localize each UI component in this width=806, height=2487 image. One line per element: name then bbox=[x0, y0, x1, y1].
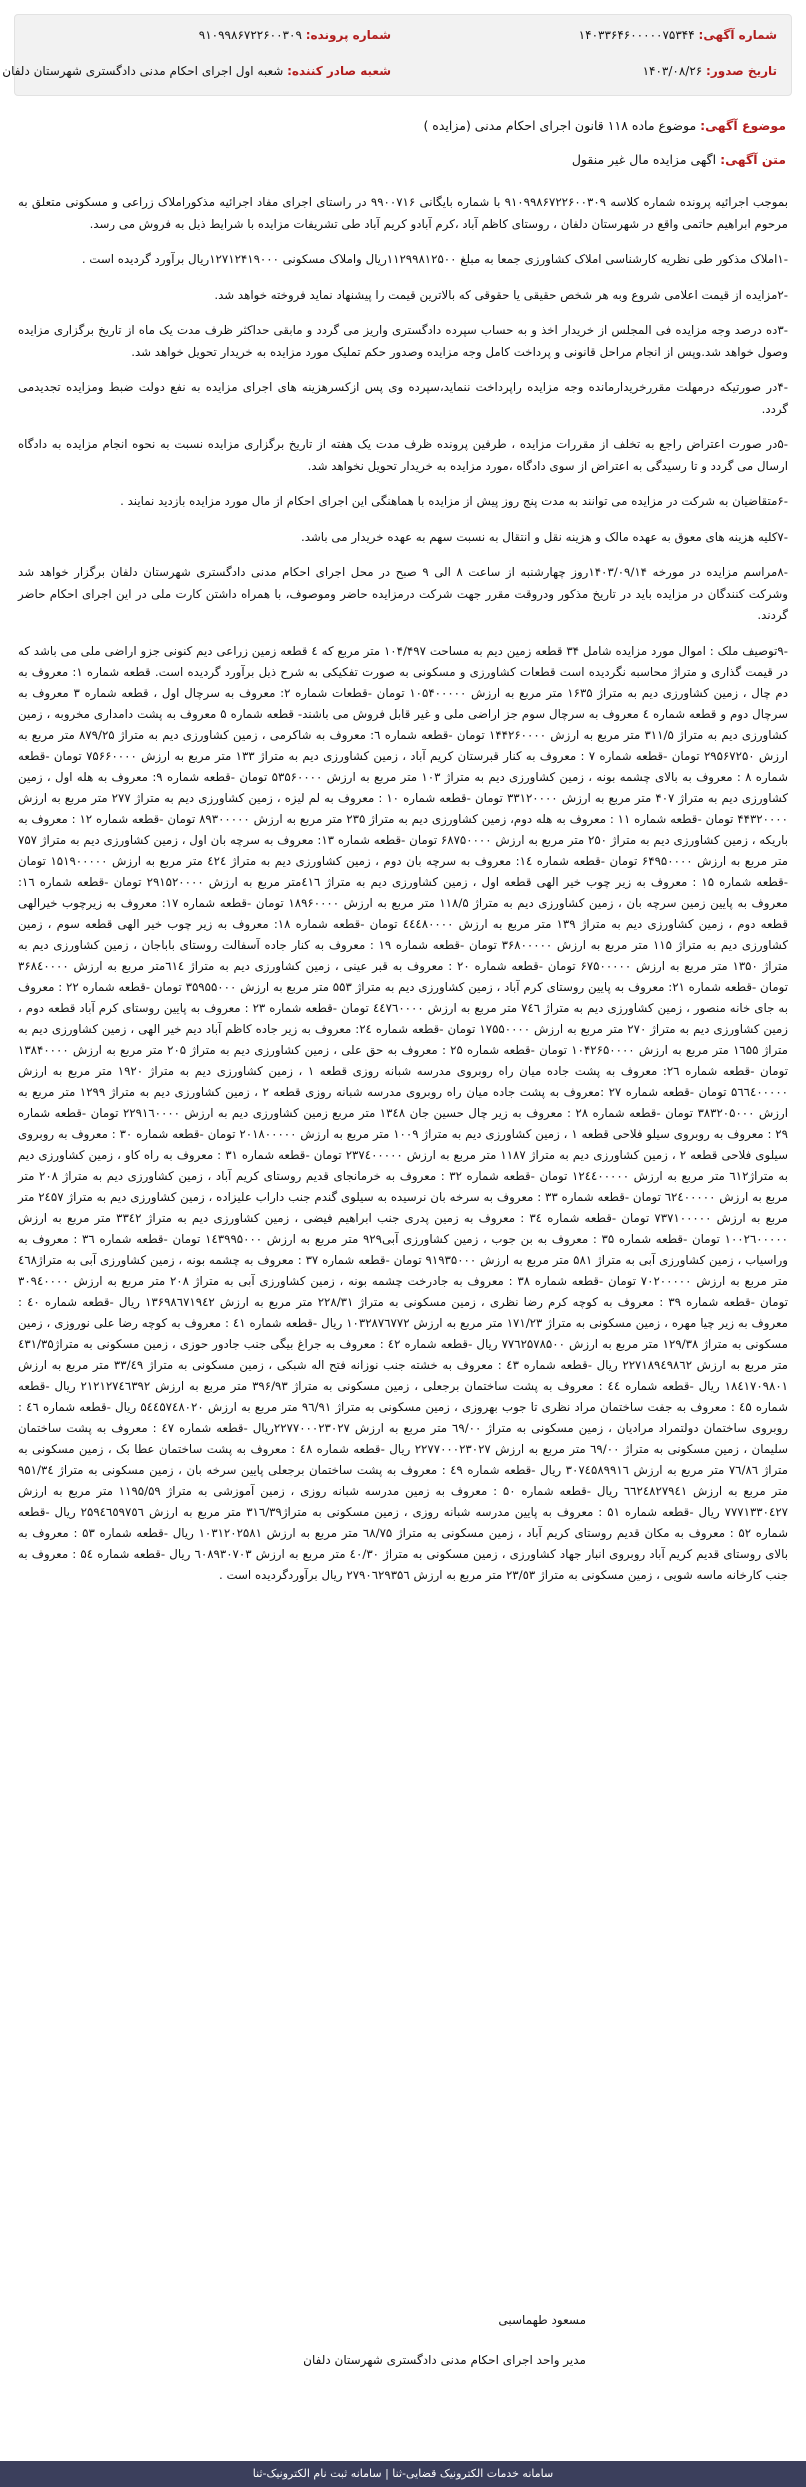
paragraph-clause-6: -۶متقاضیان به شرکت در مزایده می توانند به مدت پنج روز پیش از مزایده با هماهنگی این اجرای احکام از مال مورد مزایده بازدید نمایند . bbox=[120, 494, 788, 508]
issuing-branch-value: شعبه اول اجرای احکام مدنی دادگستری شهرستان دلفان bbox=[2, 64, 284, 78]
issue-date-value: ۱۴۰۳/۰۸/۲۶ bbox=[642, 64, 703, 78]
paragraph-clause-7: -۷کلیه هزینه های معوق به عهده مالک و هزینه نقل و انتقال به نسبت سهم به عهده خریدار می باشد. bbox=[300, 529, 788, 544]
signer-name: مسعود طهماسبی bbox=[498, 2313, 586, 2327]
signer-title: مدیر واحد اجرای احکام مدنی دادگستری شهرستان دلفان bbox=[303, 2353, 586, 2367]
subject-label: موضوع آگهی: bbox=[700, 118, 786, 133]
case-number-row bbox=[199, 27, 391, 43]
ad-text-value: اگهی مزایده مال غیر منقول bbox=[571, 152, 717, 167]
ad-number-label: شماره آگهی: bbox=[698, 28, 777, 42]
footer-text: سامانه خدمات الکترونیک قضایی-ثنا | سامانه ثبت نام الکترونیک-ثنا bbox=[252, 2467, 554, 2480]
paragraph-clause-5: -۵در صورت اعتراض راجع به تخلف از مقررات مزایده ، طرفین پرونده ظرف مدت یک هفته از تاریخ برگزاری مزایده نسبت به نحوه انجام مزایده به دادگاه ارسال می گردد و تا رسیدگی به اعتراض از سوی دادگاه ،مورد مزایده به خریدار تحویل نخواهد شد. bbox=[18, 437, 788, 473]
subject-value: موضوع ماده ۱۱۸ قانون اجرای احکام مدنی (مزایده ) bbox=[423, 118, 697, 133]
paragraph-intro: بموجب اجرائیه پرونده شماره کلاسه ۹۱۰۹۹۸۶۷۲۲۶۰۰۳۰۹ با شماره بایگانی ۹۹۰۰۷۱۶ در راستای اجرای مفاد اجرائیه مذکوراملاک زراعی و مسکونی متعلق به مرحوم ابراهیم حاتمی واقع در شهرستان دلفان ، روستای کاظم آباد ،کرم آبادو کریم آباد طی تشریفات مزایده با شرایط ذیل به فروش می رسد. bbox=[18, 195, 788, 231]
signature-block bbox=[303, 2300, 586, 2380]
issue-date-row bbox=[643, 63, 777, 79]
paragraph-clause-2: -۲مزایده از قیمت اعلامی شروع وبه هر شخص حقیقی یا حقوقی که بالاترین قیمت را پیشنهاد نماید فروخته خواهد شد. bbox=[214, 287, 788, 302]
paragraph-clause-9-property-list: -۹توصیف ملک : اموال مورد مزایده شامل ۳۴ قطعه زمین دیم به مساحت ۱۰۴/۴۹۷ متر مربع که ٤ قطعه زمین زراعی دیم کنونی جزو اراضی ملی می باشد که در قیمت گذاری و متراژ محاسبه نگردیده است قطعات کشاورزی و مسکونی به صورت تفکیکی به شرح ذیل برآورد گردیده است. قطعه شماره ۱: معروف به دم چال ، زمین کشاورزی دیم به متراژ ۱۶۳۵ متر مربع به ارزش ۱۰۵۴۰۰۰۰۰ تومان -قطعات شماره ۲: معروف به سرچال اول ، قطعه شماره ۳ معروف به سرچال دوم و قطعه شماره ٤ معروف به سرچال سوم جز اراضی ملی و غیر قابل فروش می باشند- قطعه شماره ۵ معروف به پشت دامداری مخروبه ، زمین کشاورزی دیم به متراژ ۳۱۱/۵ متر مربع به ارزش ۱۴۴۲۶۰۰۰۰ تومان -قطعه شماره ٦: معروف به شاکرمی ، زمین کشاورزی دیم به متراژ ۸۷۹/۲۵ متر مربع به ارزش ۲۹۵۶۷۲۵۰ تومان -قطعه شماره ۷ : معروف به کنار قبرستان کریم آباد ، زمین کشاورزی دیم به متراژ ۱۳۳ متر مربع به ارزش ۷۵۶۶۰۰۰۰ تومان -قطعه شماره ۸ : معروف به بالای چشمه بونه ، زمین کشاورزی دیم به متراژ ۱۰۳ متر مربع به ارزش ۵۳۵۶۰۰۰۰ تومان -قطعه شماره ۹: معروف به هله اول ، زمین کشاورزی دیم به متراژ ۴۰۷ متر مربع به ارزش ۳۳۱۲۰۰۰۰ تومان -قطعه شماره ۱۰ : معروف به لم لیزه ، زمین کشاورزی دیم به متراژ ۲۷۷ متر مربع به ارزش ۴۴۳۲۰۰۰۰ تومان -قطعه شماره ۱۱ : معروف به هله دوم، زمین کشاورزی دیم به متراژ ۲۳۵ متر مربع به ارزش ۸۹۳۰۰۰۰۰ تومان -قطعه شماره ۱۲ : معروف به باریکه ، زمین کشاورزی دیم به متراژ ۲۵۰ متر مربع به ارزش ۶۸۷۵۰۰۰۰ تومان -قطعه شماره ۱۳: معروف به سرچه بان اول ، زمین کشاورزی دیم به متراژ ۷۵۷ متر مربع به ارزش ۶۴۹۵۰۰۰۰ تومان -قطعه شماره ۱٤: معروف به سرچه بان دوم ، زمین کشاورزی دیم به متراژ ٤٢٤ متر مربع به ارزش ۱۵۱۹۰۰۰۰۰ تومان -قطعه شماره ۱۵ : معروف به زیر چوب خیر الهی قطعه اول ، زمین کشاورزی دیم به متراژ ٤١٦متر مربع به ارزش ۲۹۱۵۲۰۰۰۰ تومان -قطعه شماره ۱٦: معروف به پایین زمین سرچه بان ، زمین کشاورزی دیم به متراژ ۱۱۸/۵ متر مربع به ارزش ۱۸۹۶۰۰۰۰ تومان -قطعه شماره ۱۷: معروف به زیرچوب خیرالهی قطعه دوم ، زمین کشاورزی دیم به متراژ ۱۳۹ متر مربع به ارزش ٤٤٤٨٠٠٠٠ تومان -قطعه شماره ۱۸: معروف به زیر چوب خیر الهی قطعه سوم ، زمین کشاورزی دیم به متراژ ۱۱۵ متر مربع به ارزش ۳۶۸۰۰۰۰۰ تومان -قطعه شماره ۱۹ : معروف به کنار جاده آسفالت روستای باباجان ، زمین کشاورزی دیم به متراژ ۱۳۵۰ متر مربع به ارزش ۶۷۵۰۰۰۰۰ تومان -قطعه شماره ۲۰ : معروف به قبر عینی ، زمین کشاورزی دیم به متراژ ٦١٤متر مربع به ارزش ۳۶۸٤٠٠٠٠ تومان -قطعه شماره ۲۱: معروف به پایین روستای کرم آباد ، زمین کشاورزی دیم به متراژ ۵۵۳ متر مربع به ارزش ۳۵۹۵۵۰۰۰ تومان -قطعه شماره ۲۲ : معروف به جای خانه منصور ، زمین کشاورزی دیم به متراژ ۷٤٦ متر مربع به ارزش ٤٤٧٦٠٠٠٠ تومان -قطعه شماره ۲۳ : معروف به پایین روستای کرم آباد قطعه دوم ، زمین کشاورزی دیم به متراژ ۲۷۰ متر مربع به ارزش ۱۷۵۵۰۰۰۰ تومان -قطعه شماره ۲٤: معروف به زیر جاده کاظم آباد دیم خیر الهی ، زمین کشاورزی دیم به متراژ ۱٦۵۵ متر مربع به ارزش ۱۰۴۲۶۵۰۰۰۰ تومان -قطعه شماره ۲۵ : معروف به حق علی ، زمین کشاورزی دیم به متراژ ۲۰۵ متر مربع به ارزش ۱۳۸۴۰۰۰۰ تومان -قطعه شماره ۲٦: معروف به پشت جاده میان راه روبروی مدرسه شبانه روزی قطعه ۱ ، زمین کشاورزی دیم به متراژ ۱۹۲۰ متر مربع به ارزش ۵٦٦٤٠٠٠٠٠ تومان -قطعه شماره ۲۷ :معروف به پشت جاده میان راه روبروی مدرسه شبانه روزی قطعه ۲ ، زمین کشاورزی دیم به متراژ ۱۲۹۹ متر مربع به ارزش ۳۸۳۲۰۵۰۰۰ تومان -قطعه شماره ۲۸ : معروف به زیر چال حسین جان ۱۳٤۸ متر مربع زمین کشاورزی دیم به ارزش ۲۲۹۱٦٠٠٠٠ تومان -قطعه شماره ۲۹ : معروف به روبروی سیلو فلاحی قطعه ۱ ، زمین کشاورزی دیم به متراژ ۱۰۰۹ متر مربع به ارزش ۲۰۱۸۰۰۰۰۰ تومان -قطعه شماره ۳۰ : معروف به روبروی سیلوی فلاحی قطعه ۲ ، زمین کشاورزی دیم به متراژ ۱۱۸۷ متر مربع به ارزش ۲۳۷٤۰۰۰۰۰ تومان -قطعه شماره ۳۱ : معروف به راه کاو ، زمین کشاورزی دیم به متراژ٦۱۲ متر مربع به ارزش ۱۲٤٤۰۰۰۰۰ تومان -قطعه شماره ۳۲ : معروف به خرمانجای قدیم روستای کریم آباد ، زمین کشاورزی دیم به متراژ ۲۰۸ متر مربع به ارزش ٦٢٤٠٠٠٠٠ تومان -قطعه شماره ۳۳ : معروف به سرخه بان نرسیده به سیلوی گندم جنب داراب علیزاده ، زمین کشاورزی دیم به متراژ ۲٤۵۷ متر مربع به ارزش ۷۳۷۱۰۰۰۰۰ تومان -قطعه شماره ۳٤ : معروف به زمین پدری جنب ابراهیم فیضی ، زمین کشاورزی دیم به متراژ ۳۳٤۲ متر مربع به ارزش ۱۰۰۲٦۰۰۰۰۰ تومان -قطعه شماره ۳۵ : معروف به بن جوب ، زمین کشاورزی آبی۹۲۹ متر مربع به ارزش ۱٤۳۹۹۵۰۰۰ تومان -قطعه شماره ۳٦ : معروف به وراسیاب ، زمین کشاورزی آبی به متراژ ۵۸۱ متر مربع به ارزش ۹۱۹۳۵۰۰۰ تومان -قطعه شماره ۳۷ : معروف به چشمه بونه ، زمین کشاورزی آبی به متراژ٤٦٨ متر مربع به ارزش ۷۰۲۰۰۰۰۰ تومان -قطعه شماره ۳۸ : معروف به جادرخت چشمه بونه ، زمین کشاورزی آبی به متراژ ۲۰۸ متر مربع به ارزش ۳۰۹٤۰۰۰۰ تومان -قطعه شماره ۳۹ : معروف به کوچه کرم رضا نظری ، زمین مسکونی به متراژ ۲۲۸/۳۱ متر مربع به ارزش ۱۳۶۹۸٦۷۱۹٤۲ ریال -قطعه شماره ٤۰ : معروف به زیر چیا مهره ، زمین مسکونی به متراژ ۱۷۱/۲۳ متر مربع به ارزش ۱۰۳۲۸۷٦٧٧٢ ریال -قطعه شماره ٤۱ : معروف به کوچه رضا علی نوروزی ، زمین مسکونی به متراژ ۱۲۹/۳۸ متر مربع به ارزش ۷۷٦٢۵۷۸۵۰۰ ریال -قطعه شماره ٤۲ : معروف به جراغ بیگی جنب جادور حوزی ، زمین مسکونی به متراژ٤۳۱/۳۵ متر مربع به ارزش ۲۲۷۱۸۹٤۹۸٦۲ ریال -قطعه شماره ٤۳ : معروف به خشته جنب نوزانه فتح اله شبکی ، زمین مسکونی به متراژ ۳۳/٤۹ متر مربع به ارزش ۱۸٤۱۷۰۹۸۰۱ ریال -قطعه شماره ٤٤ : معروف به پشت ساختمان برجعلی ، زمین مسکونی به متراژ ۳۹۶/۹۳ متر مربع به ارزش ۲۱۲۱۲۷٤٦۳۹۲ ریال -قطعه شماره ٤۵ : معروف به جفت ساختمان مراد نظری تا جوب بهروزی ، زمین مسکونی به متراژ ۹٦/۹۱ متر مربع به ارزش ۵٤٤۵۷٤۸۰۲۰ ریال -قطعه شماره ٤٦ : روبروی ساختمان دولتمراد مرادیان ، زمین مسکونی به متراژ ٦۹/۰۰ متر مربع به ارزش ۲۲۷۷۰۰۰۲۳۰۲۷ریال -قطعه شماره ٤۷ : معروف به پشت ساختمان سلیمان ، زمین مسکونی به متراژ ٦۹/۰۰ متر مربع به ارزش ۲۲۷۷۰۰۰۲۳۰۲۷ ریال -قطعه شماره ٤۸ : معروف به پشت ساختمان عطا بک ، زمین مسکونی به متراژ ۷٦/۸٦ متر مربع به ارزش ۳۰۷٤۵۸۹۹۱٦ ریال -قطعه شماره ٤۹ : معروف به پشت ساختمان برجعلی پایین سرخه بان ، زمین مسکونی به متراژ ۹۵۱/۳٤ متر مربع به ارزش ٦٦٢٤٨٢٧۹٤۱ ریال -قطعه شماره ۵۰ : معروف به زمین مدرسه شبانه روزی ، زمین آموزشی به متراژ ۱۱۹۵/۵۹ متر مربع به ارزش ۷۷۷۱۳۳۰٤۲۷ ریال -قطعه شماره ۵۱ : معروف به پایین مدرسه شبانه روزی ، زمین مسکونی به متراژ۳۱٦/۳۹ متر مربع به ارزش ۲۵۹٤٦٥٩٧٥٦ ریال -قطعه شماره ۵۲ : معروف به مکان قدیم روستای کریم آباد ، زمین مسکونی به متراژ ٦۸/۷۵ متر مربع به ارزش ۱۰۳۱۲۰۲۵۸۱ ریال -قطعه شماره ۵۳ : معروف به بالای روستای قدیم کریم آباد روبروی انبار جهاد کشاورزی ، زمین مسکونی به متراژ ٤٠/٣٠ متر مربع به ارزش ٦٠٨۹۳۰۷٠٣ ریال -قطعه شماره ۵٤ : معروف به جنب کارخانه ماسه شویی ، زمین مسکونی به متراژ ۲۳/٥٣ متر مربع به ارزش ۲۷۹۰٦۲۹۳۵٦ ریال برآوردگردیده است . bbox=[18, 643, 789, 1582]
case-number-label: شماره پرونده: bbox=[305, 28, 391, 42]
footer-bar bbox=[0, 2461, 806, 2487]
ad-text-line bbox=[572, 152, 786, 167]
issue-date-label: تاریخ صدور: bbox=[706, 64, 777, 78]
paragraph-clause-4: -۴در صورتیکه درمهلت مقررخریدارمانده وجه مزایده راپرداخت ننماید،سپرده وی پس ازکسرهزینه های اجرای مزایده به نفع دولت ضبط ومزایده تجدیدمی گردد. bbox=[18, 380, 788, 416]
notice-body bbox=[18, 192, 788, 1600]
ad-number-value: ۱۴۰۳۳۶۴۶۰۰۰۰۰۷۵۳۴۴ bbox=[578, 28, 695, 42]
issuing-branch-row bbox=[2, 63, 391, 79]
ad-text-label: متن آگهی: bbox=[720, 152, 786, 167]
case-number-value: ۹۱۰۹۹۸۶۷۲۲۶۰۰۳۰۹ bbox=[198, 28, 302, 42]
paragraph-clause-3: -۳ده درصد وجه مزایده فی المجلس از خریدار اخذ و به حساب سپرده دادگستری واریز می گردد و مابقی حداکثر ظرف مدت یک ماه از تاریخ برگزاری مزایده وصول خواهد شد.وپس از انجام مراحل قانونی و پرداخت کامل وجه مزایده وصدور حکم تملیک مورد مزایده به خریدار تحویل خواهد شد. bbox=[18, 323, 788, 359]
ad-number-row bbox=[579, 27, 777, 43]
issuing-branch-label: شعبه صادر کننده: bbox=[287, 64, 391, 78]
paragraph-clause-1: -۱املاک مذکور طی نظریه کارشناسی املاک کشاورزی جمعا به مبلغ ۱۱۲۹۹۸۱۲۵۰۰ریال واملاک مسکونی ۱۲۷۱۲۴۱۹۰۰۰ریال برآورد گردیده است . bbox=[81, 252, 788, 266]
paragraph-clause-8: -۸مراسم مزایده در مورخه ۱۴۰۳/۰۹/۱۴روز چهارشنبه از ساعت ۸ الی ۹ صبح در محل اجرای احکام مدنی دادگستری شهرستان دلفان برگزار خواهد شد وشرکت کنندگان در مزایده باید در تاریخ مذکور ودروقت مقرر جهت شرکت درمزایده حاضر وموصوف، با همراه داشتن کارت ملی در این اجرای احکام حاضر گردند. bbox=[18, 565, 788, 622]
subject-line bbox=[423, 118, 786, 133]
header-box bbox=[2, 14, 792, 96]
